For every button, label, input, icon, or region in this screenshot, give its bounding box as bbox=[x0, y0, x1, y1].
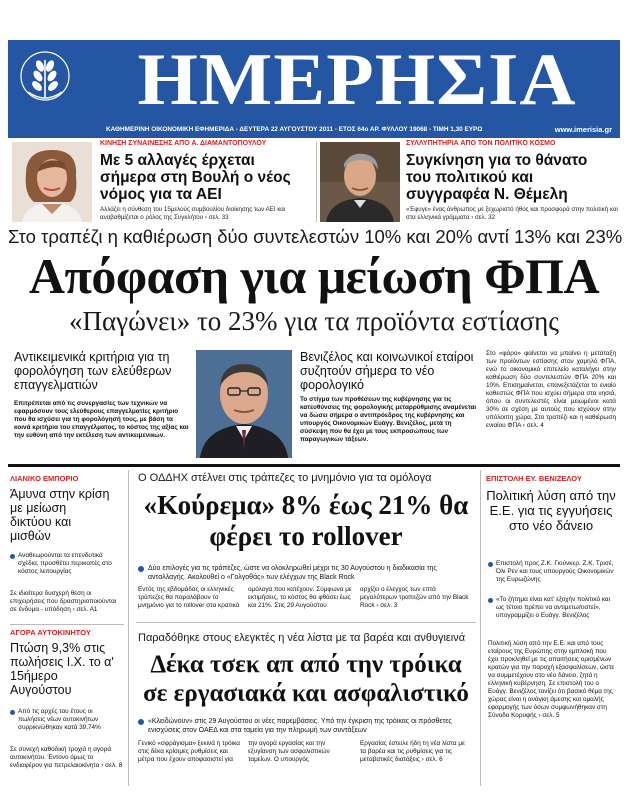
rollover-overline: Ο ΟΔΔΗΧ στέλνει στις τράπεζες το μνημόνιο για τα ομόλογα bbox=[138, 472, 432, 484]
tsek-headline[interactable]: Δέκα τσεκ απ από την τρόικα σε εργασιακά και ασφαλιστικό bbox=[143, 651, 469, 707]
teaser-left-kicker: ΚΙΝΗΣΗ ΣΥΝΑΙΝΕΣΗΣ ΑΠΟ Α. ΔΙΑΜΑΝΤΟΠΟΥΛΟΥ bbox=[100, 140, 267, 147]
right-sidebar-bullet-2: «Το ζήτημα είναι κατ' εξοχήν πολιτικό και ως τέτοιο πρέπει να αντιμετωπιστεί», υπογραμμίζει ο Ευάγγ. Βενιζέλος bbox=[488, 596, 614, 620]
masthead-info-strip bbox=[8, 124, 620, 138]
newspaper-logo bbox=[14, 48, 76, 110]
main-col1-headline[interactable]: Αντικειμενικά κριτήρια για τη φορολόγηση των ελεύθερων επαγγελματιών bbox=[14, 350, 172, 392]
teaser-left-photo bbox=[12, 142, 92, 222]
section-rule bbox=[8, 464, 620, 467]
divider bbox=[128, 470, 129, 786]
tsek-body-c: Εργασίας έστειλε ήδη τη νέα λίστα με τα βαρέα και τις ρυθμίσεις για τις μεταβατικές διατάξεις › σελ. 6 bbox=[360, 740, 465, 763]
right-sidebar-headline[interactable]: Πολιτική λύση από την Ε.Ε. για τις εγγυήσεις στο νέο δάνειο bbox=[486, 488, 616, 533]
main-col2-body: Το στίγμα των προθέσεων της κυβέρνησης για τις κατευθύνσεις της φορολογικής μεταρρύθμισης αναμένεται να δώσει σήμερα ο αντιπρόεδρος της κυβέρνησης και υπουργός Οικονομικών Ευάγγ. Βενιζέλος, μετά τη σύσκεψη που θα έχει με τους εκπροσώπους των παραγωγικών τάξεων. bbox=[300, 396, 477, 443]
tsek-overline: Παραδόθηκε στους ελεγκτές η νέα λίστα με τα βαρέα και ανθυγιεινά bbox=[138, 632, 466, 644]
right-sidebar-body: Πολιτική λύση από την Ε.Ε. και από τους εταίρους της Ευρώπης στην εμπλοκή που έχει προκληθεί με τις απαιτήσεις ορισμένων κρατών για την παροχή εξασφαλίσεων, ώστε να συμμετέχουν στο νέο δάνειο, ζητά η ελληνική κυβέρνηση. Σε επιστολή του ο Ευάγγ. Βενιζέλος τονίζει ότι βασικό θέμα της χώρας είναι η ανάγκη άμεσης και ομαλής εφαρμογής των όσων συμφωνήθηκαν στη Σύνοδο Κορυφής › σελ. 5 bbox=[488, 640, 615, 719]
rollover-headline[interactable]: «Κούρεμα» 8% έως 21% θα φέρει το rollover bbox=[143, 490, 469, 551]
tsek-body-a: Γενικό «σφράγισμα» ξεκινά η τρόικα στις δέκα κρίσιμες ρυθμίσεις και μέτρα που έχουν αποφασιστεί για bbox=[138, 740, 240, 763]
venizelos-photo bbox=[196, 350, 292, 458]
main-col3-body: Στο «φάρο» φαίνεται να μπαίνει η μετάταξη των προϊόντων εστίασης στον χαμηλό ΦΠΑ, ενώ το οικονομικό επιτελείο καταλήγει στην καθιέρωση δύο συντελεστών ΦΠΑ 20% και 10%. Επισημαίνεται, επανεξετάζεται το ενιαίο καθεστώς ΦΠΑ που ισχύει σήμερα στα νησιά, όπου οι συντελεστές είναι μειωμένοι κατά 30% σε σχέση με αυτούς που ισχύουν στην υπόλοιπη χώρα. Στο τραπέζι και η καθιέρωση ενιαίου ΦΠΑ › σελ. 4 bbox=[486, 350, 616, 429]
teaser-left-headline[interactable]: Με 5 αλλαγές έρχεται σήμερα στη Βουλή ο νέος νόμος για τα ΑΕΙ bbox=[100, 152, 291, 203]
bullet-dot bbox=[138, 566, 144, 572]
teaser-right bbox=[320, 142, 620, 222]
right-sidebar-bullet-1: Επιστολή προς Ζ.Κ. Γιούνκερ, Ζ.Κ. Τρισέ, Όλι Ρεν και τους υπουργούς Οικονομικών της Ευρωζώνης bbox=[488, 560, 614, 584]
divider bbox=[136, 622, 476, 623]
teaser-right-body: «Έφυγε» ένας άνθρωπος με ξεχωριστό ήθος και προσφορά στην πολιτική και στα ελληνικά γράμματα › σελ. 32 bbox=[406, 206, 618, 221]
portrait-minister-icon bbox=[196, 350, 292, 458]
main-story-headline[interactable]: Απόφαση για μείωση ΦΠΑ bbox=[28, 248, 600, 304]
main-story-subhead: «Παγώνει» το 23% για τα προϊόντα εστίασης bbox=[69, 306, 559, 336]
sidebar-bullet-cars: Από τις αρχές του έτους οι πωλήσεις νέων αυτοκινήτων συρρικνώθηκαν κατά 39,74% bbox=[10, 708, 120, 732]
wheat-icon bbox=[14, 48, 76, 110]
bullet-dot bbox=[138, 719, 144, 725]
divider bbox=[10, 624, 124, 625]
sidebar-body-retail: Σε ιδιαίτερα δυσχερή θέση οι επιχειρήσεις που δραστηριοποιούνται σε ένδυμα - υπόδηση › σελ. Α1 bbox=[10, 590, 117, 613]
newspaper-title: ΗΜΕΡΗΣΙΑ bbox=[137, 39, 577, 121]
sidebar-body-cars: Σε συνεχή καθοδική τροχιά η αγορά αυτοκινήτου. Έντονο όμως το ενδιαφέρον για πετρελαιοκίνητα › σελ. 8 bbox=[10, 746, 123, 769]
rollover-body-b: ομόλογα που κατέχουν. Σύμφωνα με εκτιμήσεις, το κόστος θα φθάσει έως και 21%. Στις 29 Αυγούστου bbox=[248, 586, 352, 609]
divider bbox=[316, 142, 317, 222]
sidebar-headline-cars[interactable]: Πτώση 9,3% στις πωλήσεις Ι.Χ. το α' 15ήμερο Αυγούστου bbox=[10, 641, 114, 697]
teaser-right-photo bbox=[320, 142, 400, 222]
teaser-right-headline[interactable]: Συγκίνηση για το θάνατο του πολιτικού και συγγραφέα Ν. Θέμελη bbox=[406, 152, 588, 203]
sidebar-bullet-retail: Αναθεωρούνται τα επενδυτικά σχέδια, προσθέτει περικοπές στο κόστος λειτουργίας bbox=[10, 552, 120, 576]
right-sidebar-kicker: ΕΠΙΣΤΟΛΗ ΕΥ. ΒΕΝΙΖΕΛΟΥ bbox=[486, 474, 582, 483]
masthead bbox=[8, 40, 620, 124]
issue-info: ΚΑΘΗΜΕΡΙΝΗ ΟΙΚΟΝΟΜΙΚΗ ΕΦΗΜΕΡΙΔΑ - ΔΕΥΤΕΡΑ 22 ΑΥΓΟΥΣΤΟΥ 2011 - ΕΤΟΣ 64ο ΑΡ. ΦΥΛΛΟΥ 19068 - ΤΙΜΗ 1,30 ΕΥΡΩ bbox=[106, 126, 483, 133]
tsek-lead: «Κλειδώνουν» στις 29 Αυγούστου οι νέες παρεμβάσεις. Υπό την έγκριση της τρόικας οι πρόσθετες ενισχύσεις στον ΟΑΕΔ και στα ταμεία για την πληρωμή των συντάξεων bbox=[148, 718, 452, 734]
rollover-lead: Δύο επιλογές για τις τράπεζες, ώστε να ολοκληρωθεί μέχρι τις 30 Αυγούστου η διαδικασία της ανταλλαγής. Ακολουθεί ο «Γολγοθάς» των ελέγχων της Black Rock bbox=[148, 565, 437, 581]
sidebar-kicker-cars: ΑΓΟΡΑ ΑΥΤΟΚΙΝΗΤΟΥ bbox=[10, 628, 91, 637]
rollover-body-a: Εντός της εβδομάδας οι ελληνικές τράπεζες θα παραλάβουν το μνημόνιο για το rollover στα κρατικά bbox=[138, 586, 240, 609]
portrait-woman-icon bbox=[12, 142, 92, 222]
sidebar-kicker-retail: ΛΙΑΝΙΚΟ ΕΜΠΟΡΙΟ bbox=[10, 474, 79, 483]
main-story-overline: Στο τραπέζι η καθιέρωση δύο συντελεστών 10% και 20% αντί 13% και 23% bbox=[8, 226, 623, 247]
website-link[interactable]: www.imerisia.gr bbox=[554, 125, 612, 134]
rollover-body-c: αρχίζει ο έλεγχος των επτά μεγαλύτερων τραπεζών από την Black Rock › σελ. 3 bbox=[360, 586, 469, 609]
teaser-left bbox=[8, 142, 314, 222]
teaser-left-body: Αλλάζει η σύνθεση του 15μελούς συμβουλίου διοίκησης των ΑΕΙ και αναβαθμίζεται ο ρόλος της Συγκλήτου › σελ. 33 bbox=[100, 206, 286, 221]
portrait-man-icon bbox=[320, 142, 400, 222]
main-col1-body: Επιτρέπεται από τις συνεργασίες των τεχνικών να εφαρμόσουν τους ελεύθερους επαγγελματίες κριτήριο που θα ισχύσει για τη φορολόγησή τους, με βάση τα κοινά κριτήρια του επαγγέλματος, το κόστος της αξίας και την ευθύνη από την εκτέλεση των αντικειμενικών. bbox=[14, 400, 189, 439]
sidebar-headline-retail[interactable]: Άμυνα στην κρίση με μείωση δικτύου και μισθών bbox=[10, 487, 110, 543]
divider bbox=[480, 470, 481, 786]
main-col2-headline[interactable]: Βενιζέλος και κοινωνικοί εταίροι συζητούν σήμερα το νέο φορολογικό bbox=[300, 350, 474, 392]
tsek-body-b: την αγορά εργασίας και την εξυγίανση των ασφαλιστικών ταμείων. Ο υπουργός bbox=[248, 740, 330, 763]
teaser-right-kicker: ΣΥΛΛΥΠΗΤΗΡΙΑ ΑΠΟ ΤΟΝ ΠΟΛΙΤΙΚΟ ΚΟΣΜΟ bbox=[406, 140, 556, 147]
